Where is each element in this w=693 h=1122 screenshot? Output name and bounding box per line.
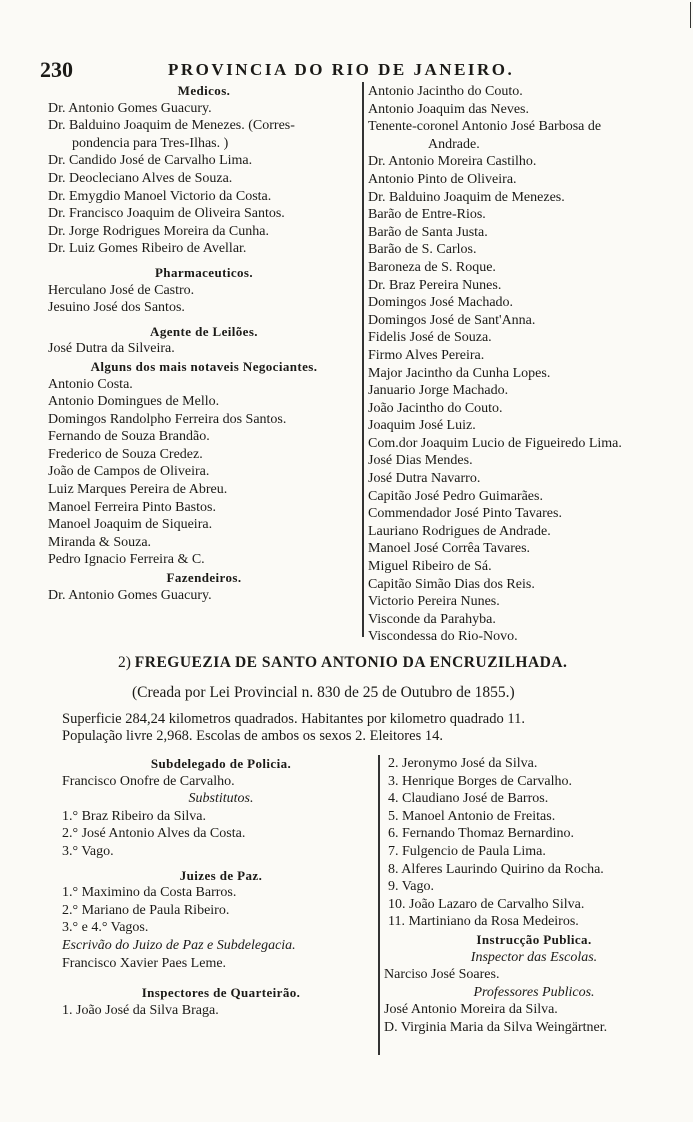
column-rule-top: [362, 82, 364, 637]
name-entry: Dr. Balduino Joaquim de Menezes.: [368, 189, 565, 205]
instruccao-heading: Instrucção Publica.: [476, 931, 592, 947]
negociantes-heading: Alguns dos mais notaveis Negociantes.: [90, 358, 318, 374]
juiz-entry: 3.° e 4.° Vagos.: [62, 920, 149, 936]
substitutos-heading: Substitutos.: [188, 791, 254, 807]
professores-heading: Professores Publicos.: [473, 984, 595, 1000]
name-entry: Miguel Ribeiro de Sá.: [368, 559, 492, 575]
medicos-heading: Medicos.: [177, 83, 231, 98]
name-entry: João Jacintho do Couto.: [368, 400, 503, 416]
inspector-entry: 10. João Lazaro de Carvalho Silva.: [388, 896, 585, 912]
inspector-escolas-entry: Narciso José Soares.: [384, 967, 500, 983]
professor-entry: D. Virginia Maria da Silva Weingärtner.: [384, 1019, 608, 1035]
name-entry: Joaquim José Luiz.: [368, 418, 476, 434]
name-entry: Manoel José Corrêa Tavares.: [368, 541, 531, 557]
name-entry: Antonio Joaquim das Neves.: [368, 101, 529, 117]
substituto-entry: 3.° Vago.: [62, 843, 114, 859]
running-head: PROVINCIA DO RIO DE JANEIRO.: [168, 60, 515, 79]
name-entry: Baroneza de S. Roque.: [368, 259, 496, 275]
medico-entry: Dr. Balduino Joaquim de Menezes. (Corres-: [48, 118, 295, 134]
pharm-entry: Herculano José de Castro.: [48, 282, 195, 298]
name-entry: Major Jacintho da Cunha Lopes.: [368, 365, 551, 381]
inspector-entry: 5. Manoel Antonio de Freitas.: [388, 808, 556, 824]
name-entry: Viscondessa do Rio-Novo.: [368, 629, 518, 645]
negociante-entry: Pedro Ignacio Ferreira & C.: [48, 552, 205, 568]
name-entry: Barão de Entre-Rios.: [368, 207, 486, 223]
inspectores-heading: Inspectores de Quarteirão.: [141, 985, 301, 1001]
name-entry: Firmo Alves Pereira.: [368, 347, 485, 363]
inspector-entry: 4. Claudiano José de Barros.: [388, 791, 549, 807]
left-column-bottom: [62, 755, 380, 1019]
name-entry: Capitão José Pedro Guimarães.: [368, 488, 543, 504]
medico-entry: Dr. Emygdio Manoel Victorio da Costa.: [48, 188, 272, 204]
stats-line: Superficie 284,24 kilometros quadrados. Habitantes por kilometro quadrado 11.: [62, 711, 525, 727]
negociante-entry: Miranda & Souza.: [48, 534, 152, 550]
name-entry: Antonio Jacintho do Couto.: [368, 84, 523, 99]
creation-note: (Creada por Lei Provincial n. 830 de 25 de Outubro de 1855.): [132, 684, 515, 701]
inspector-entry: 2. Jeronymo José da Silva.: [388, 756, 538, 771]
name-entry: Victorio Pereira Nunes.: [368, 594, 500, 610]
name-entry: Barão de Santa Justa.: [368, 224, 488, 240]
negociante-entry: Domingos Randolpho Ferreira dos Santos.: [48, 411, 287, 427]
page-number: 230: [40, 57, 73, 82]
name-entry: José Dutra Navarro.: [368, 471, 481, 487]
negociante-entry: Fernando de Souza Brandão.: [48, 429, 210, 445]
escrivao-entry: Francisco Xavier Paes Leme.: [62, 955, 227, 971]
substituto-entry: 1.° Braz Ribeiro da Silva.: [62, 808, 207, 824]
name-entry: Com.dor Joaquim Lucio de Figueiredo Lima.: [368, 435, 622, 451]
medico-entry: Dr. Antonio Gomes Guacury.: [48, 100, 212, 116]
fazendeiros-heading: Fazendeiros.: [166, 570, 242, 586]
subdelegado-heading: Subdelegado de Policia.: [150, 756, 292, 771]
substituto-entry: 2.° José Antonio Alves da Costa.: [62, 826, 246, 842]
left-column-top: [48, 82, 360, 604]
negociante-entry: Frederico de Souza Credez.: [48, 446, 203, 462]
medico-entry: Dr. Candido José de Carvalho Lima.: [48, 153, 253, 169]
name-entry: Barão de S. Carlos.: [368, 242, 477, 258]
name-entry: Dr. Braz Pereira Nunes.: [368, 277, 502, 293]
medico-entry: Dr. Deocleciano Alves de Souza.: [48, 170, 233, 186]
pharmaceuticos-heading: Pharmaceuticos.: [154, 264, 254, 280]
section-title: [118, 654, 567, 672]
inspector-entry: 6. Fernando Thomaz Bernardino.: [388, 826, 574, 842]
name-entry: Fidelis José de Souza.: [368, 330, 492, 346]
section-number: 2): [118, 654, 131, 671]
name-entry: Domingos José Machado.: [368, 295, 514, 311]
negociante-entry: Luiz Marques Pereira de Abreu.: [48, 482, 228, 498]
medico-entry: Dr. Francisco Joaquim de Oliveira Santos.: [48, 206, 285, 222]
escrivao-heading: Escrivão do Juizo de Paz e Subdelegacia.: [62, 937, 296, 953]
name-entry: Commendador José Pinto Tavares.: [368, 506, 562, 522]
negociante-entry: Manoel Ferreira Pinto Bastos.: [48, 499, 216, 515]
inspector-entry: 7. Fulgencio de Paula Lima.: [388, 843, 546, 859]
professor-entry: José Antonio Moreira da Silva.: [384, 1002, 558, 1018]
name-entry: Capitão Simão Dias dos Reis.: [368, 576, 535, 592]
fazendeiro-entry: Dr. Antonio Gomes Guacury.: [48, 587, 212, 603]
subdelegado-entry: Francisco Onofre de Carvalho.: [62, 773, 235, 789]
statistics: [62, 711, 692, 745]
name-entry: Antonio Pinto de Oliveira.: [368, 171, 517, 187]
name-entry: Dr. Antonio Moreira Castilho.: [368, 154, 537, 170]
margin-mark: [690, 2, 691, 28]
inspector-entry: 9. Vago.: [388, 879, 435, 895]
inspector-entry: 3. Henrique Borges de Carvalho.: [388, 773, 573, 789]
inspector-entry: 11. Martiniano da Rosa Medeiros.: [388, 914, 579, 930]
negociante-entry: Manoel Joaquim de Siqueira.: [48, 517, 213, 533]
negociante-entry: Antonio Domingues de Mello.: [48, 394, 220, 410]
leiloes-heading: Agente de Leilões.: [150, 323, 258, 339]
pharm-entry: Jesuino José dos Santos.: [48, 300, 185, 316]
negociante-entry: João de Campos de Oliveira.: [48, 464, 210, 480]
name-entry: Januario Jorge Machado.: [368, 383, 509, 399]
medico-entry-cont: pondencia para Tres-Ilhas. ): [72, 135, 229, 151]
inspector-entry: 1. João José da Silva Braga.: [62, 1002, 219, 1018]
juiz-entry: 1.° Maximino da Costa Barros.: [62, 885, 237, 901]
right-column-bottom: [384, 755, 684, 1037]
leiloes-entry: José Dutra da Silveira.: [48, 341, 175, 357]
name-entry: Domingos José de Sant'Anna.: [368, 312, 536, 328]
juizes-heading: Juizes de Paz.: [179, 867, 263, 883]
name-entry: Tenente-coronel Antonio José Barbosa de: [368, 119, 602, 135]
medico-entry: Dr. Luiz Gomes Ribeiro de Avellar.: [48, 241, 247, 257]
inspector-escolas-heading: Inspector das Escolas.: [470, 949, 598, 965]
name-entry: Lauriano Rodrigues de Andrade.: [368, 523, 551, 539]
name-entry-cont: Andrade.: [428, 136, 480, 152]
name-entry: José Dias Mendes.: [368, 453, 473, 469]
medico-entry: Dr. Jorge Rodrigues Moreira da Cunha.: [48, 223, 269, 239]
right-column-top: [368, 83, 686, 646]
negociante-entry: Antonio Costa.: [48, 376, 133, 392]
inspector-entry: 8. Alferes Laurindo Quirino da Rocha.: [388, 861, 604, 877]
name-entry: Visconde da Parahyba.: [368, 611, 496, 627]
section-title-text: FREGUEZIA DE SANTO ANTONIO DA ENCRUZILHADA.: [134, 654, 568, 671]
stats-line: População livre 2,968. Escolas de ambos os sexos 2. Eleitores 14.: [62, 728, 443, 744]
juiz-entry: 2.° Mariano de Paula Ribeiro.: [62, 902, 230, 918]
